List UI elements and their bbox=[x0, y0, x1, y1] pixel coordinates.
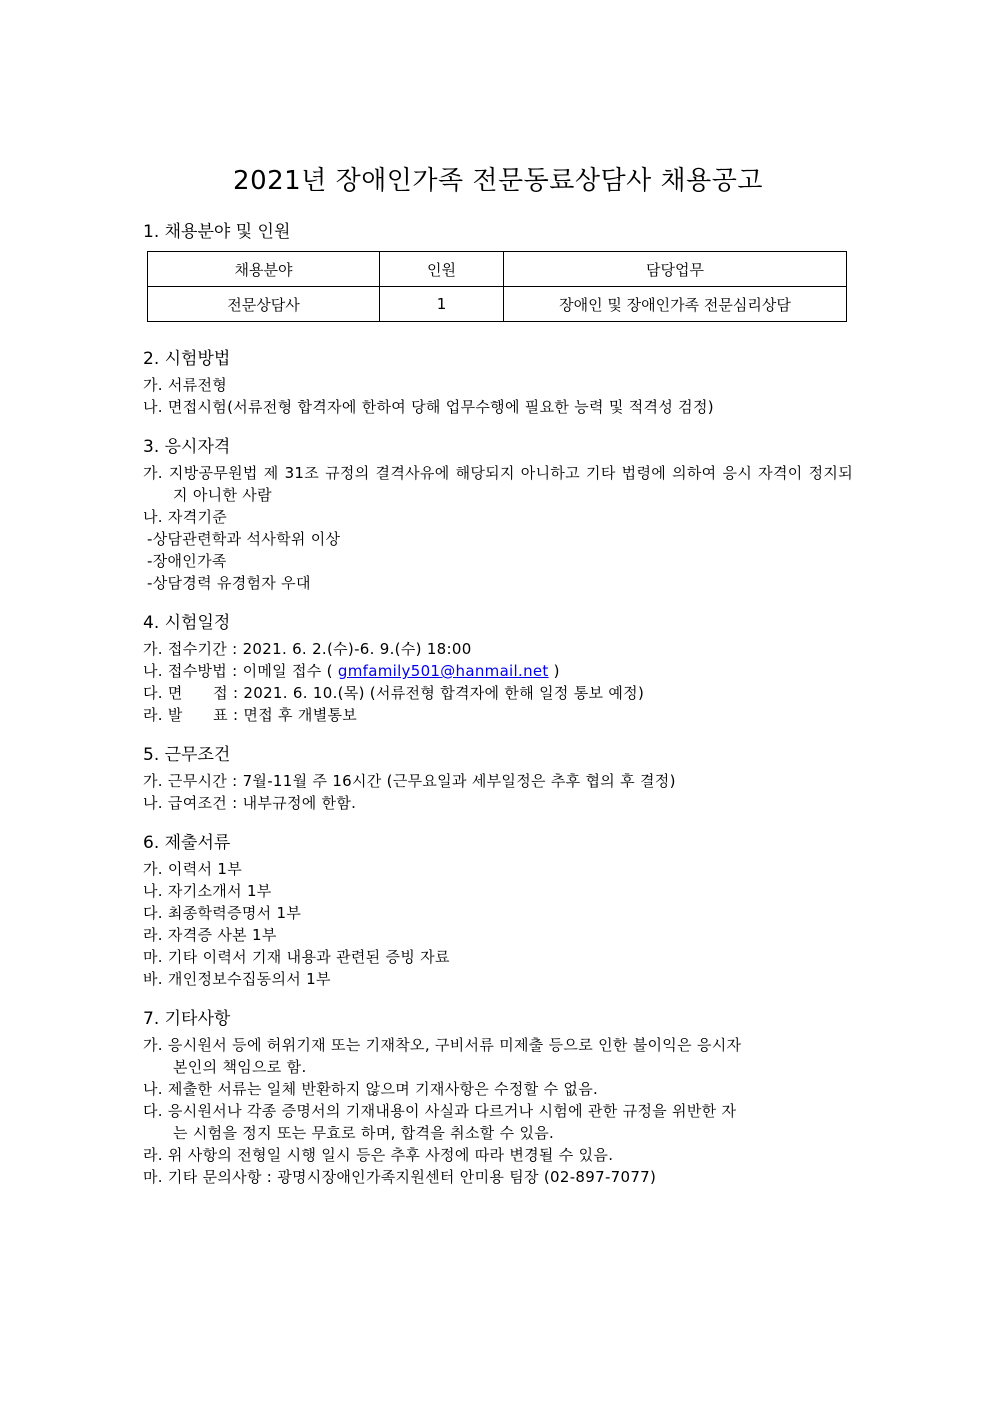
method-suffix: ) bbox=[548, 662, 560, 680]
list-item: 마. 기타 문의사항 : 광명시장애인가족지원센터 안미용 팀장 (02-897-7077) bbox=[143, 1168, 657, 1186]
criteria-item: -장애인가족 bbox=[147, 552, 227, 570]
email-link[interactable]: gmfamily501@hanmail.net bbox=[337, 662, 549, 680]
list-item: 가. 서류전형 bbox=[143, 376, 228, 394]
list-item: 나. 제출한 서류는 일체 반환하지 않으며 기재사항은 수정할 수 없음. bbox=[143, 1080, 599, 1098]
list-item: 다. 최종학력증명서 1부 bbox=[143, 904, 302, 922]
list-item: 라. 발 표 : 면접 후 개별통보 bbox=[143, 706, 358, 724]
list-item: 나. 급여조건 : 내부규정에 한함. bbox=[143, 794, 357, 812]
list-item: 가. 근무시간 : 7월-11월 주 16시간 (근무요일과 세부일정은 추후 협의 후 결정) bbox=[143, 772, 676, 790]
table-header-cell: 채용분야 bbox=[148, 252, 380, 287]
table-header-cell: 담당업무 bbox=[504, 252, 847, 287]
list-item: 라. 자격증 사본 1부 bbox=[143, 926, 277, 944]
section-heading: 4. 시험일정 bbox=[143, 613, 231, 633]
table-header-row bbox=[148, 252, 847, 287]
section-heading: 2. 시험방법 bbox=[143, 349, 231, 369]
list-item: 나. 면접시험(서류전형 합격자에 한하여 당해 업무수행에 필요한 능력 및 적격성 검정) bbox=[143, 398, 714, 416]
table-cell: 1 bbox=[380, 287, 504, 322]
section-heading: 1. 채용분야 및 인원 bbox=[143, 222, 291, 242]
table-row bbox=[148, 287, 847, 322]
table-header-cell: 인원 bbox=[380, 252, 504, 287]
list-item-continuation: 본인의 책임으로 함. bbox=[173, 1058, 307, 1076]
table-cell: 장애인 및 장애인가족 전문심리상담 bbox=[504, 287, 847, 322]
method-prefix: 나. 접수방법 : 이메일 접수 ( bbox=[143, 662, 338, 680]
document-page bbox=[143, 160, 853, 1206]
list-item: 나. 자기소개서 1부 bbox=[143, 882, 272, 900]
list-item: 가. 접수기간 : 2021. 6. 2.(수)-6. 9.(수) 18:00 bbox=[143, 640, 472, 658]
list-item: 가. 지방공무원법 제 31조 규정의 결격사유에 해당되지 아니하고 기타 법령에 의하여 응시 자격이 정지되지 아니한 사람 bbox=[143, 464, 853, 504]
list-item: 라. 위 사항의 전형일 시행 일시 등은 추후 사정에 따라 변경될 수 있음. bbox=[143, 1146, 614, 1164]
list-item: 다. 응시원서나 각종 증명서의 기재내용이 사실과 다르거나 시험에 관한 규정을 위반한 자 bbox=[143, 1102, 737, 1120]
list-item-continuation: 는 시험을 정지 또는 무효로 하며, 합격을 취소할 수 있음. bbox=[173, 1124, 555, 1142]
list-item bbox=[143, 660, 853, 682]
section-etc bbox=[143, 1008, 853, 1188]
section-heading: 3. 응시자격 bbox=[143, 437, 231, 457]
section-work-conditions bbox=[143, 744, 853, 814]
section-schedule bbox=[143, 612, 853, 726]
list-item: 다. 면 접 : 2021. 6. 10.(목) (서류전형 합격자에 한해 일정 통보 예정) bbox=[143, 684, 645, 702]
list-item: 가. 응시원서 등에 허위기재 또는 기재착오, 구비서류 미제출 등으로 인한 불이익은 응시자 bbox=[143, 1036, 742, 1054]
criteria-item: -상담관련학과 석사학위 이상 bbox=[147, 530, 341, 548]
list-item: 마. 기타 이력서 기재 내용과 관련된 증빙 자료 bbox=[143, 948, 450, 966]
list-item: 가. 이력서 1부 bbox=[143, 860, 242, 878]
criteria-item: -상담경력 유경험자 우대 bbox=[147, 574, 311, 592]
section-heading: 7. 기타사항 bbox=[143, 1009, 231, 1029]
section-heading: 6. 제출서류 bbox=[143, 833, 231, 853]
list-item: 나. 자격기준 bbox=[143, 508, 228, 526]
document-title: 2021년 장애인가족 전문동료상담사 채용공고 bbox=[233, 166, 763, 196]
section-recruitment bbox=[143, 221, 853, 322]
section-qualification bbox=[143, 436, 853, 594]
section-heading: 5. 근무조건 bbox=[143, 745, 231, 765]
recruitment-table bbox=[147, 251, 847, 322]
list-item: 바. 개인정보수집동의서 1부 bbox=[143, 970, 331, 988]
section-exam-method bbox=[143, 348, 853, 418]
section-documents bbox=[143, 832, 853, 990]
table-cell: 전문상담사 bbox=[148, 287, 380, 322]
